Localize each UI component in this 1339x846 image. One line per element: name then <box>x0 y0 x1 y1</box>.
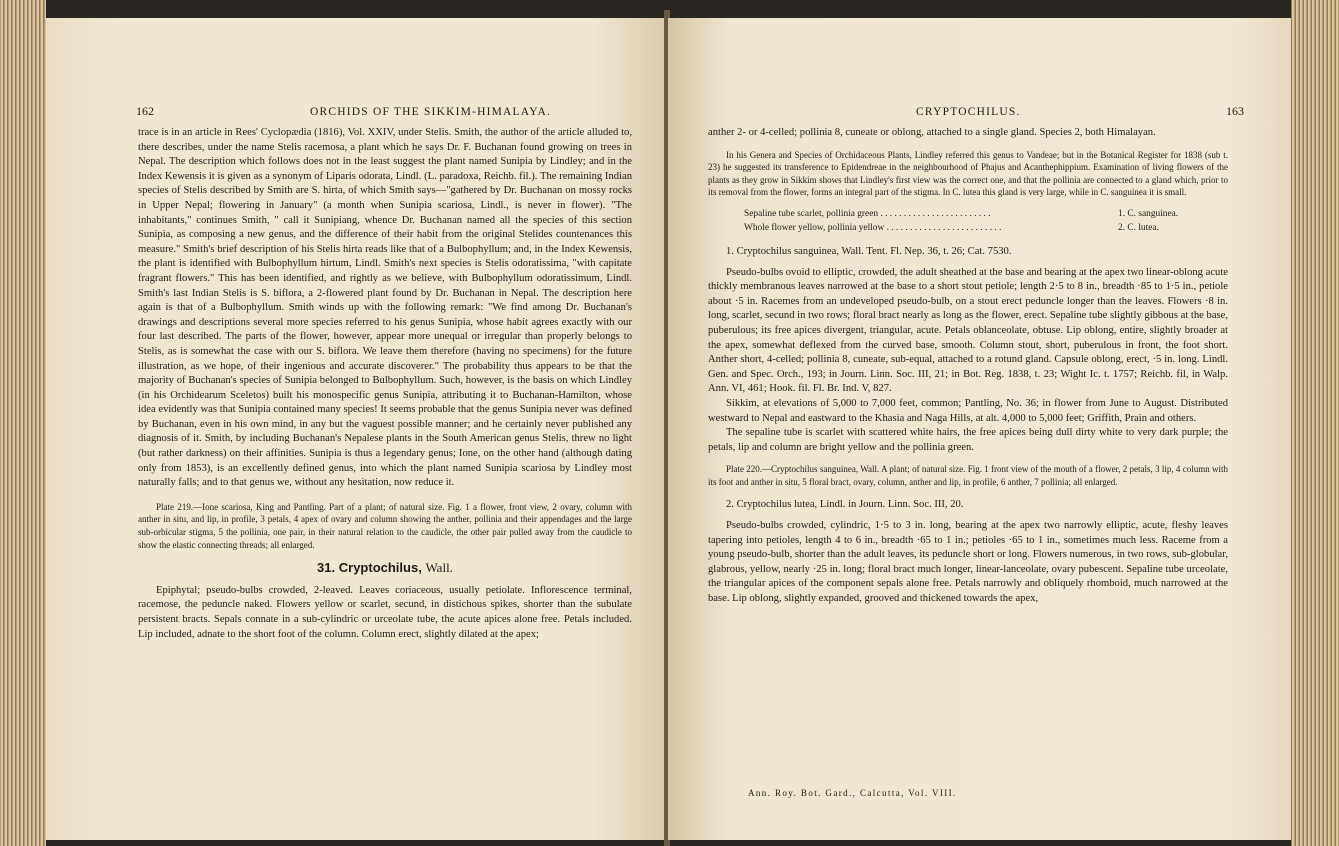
genus-note: In his Genera and Species of Orchidaceous Plants, Lindley referred this genus to Vandeae; but in the Botanical Register for 1838 (sub t. 23) he suggested its transference to Epidendreae in the neighbourhood of Phajus and Acanthephippium. Examination of living flowers of the plants as they grow in Sikkim shows that Lindley's first view was the correct one, and that the pollinia are connected to a gland which, prior to its removal from the flower, forms an integral part of the stigma. In C. lutea this gland is very large, while in C. sanguinea it is small. <box>708 149 1228 198</box>
right-page <box>668 18 1291 840</box>
key-row <box>744 207 1228 221</box>
genus-continuation: anther 2- or 4-celled; pollinia 8, cuneate or oblong, attached to a single gland. Species 2, both Himalayan. <box>708 127 1156 138</box>
species-key <box>744 207 1228 235</box>
page-footer: Ann. Roy. Bot. Gard., Calcutta, Vol. VIII. <box>748 788 957 798</box>
genus-author: Wall. <box>425 560 453 576</box>
right-page-edges <box>1291 0 1339 846</box>
key-description: Sepaline tube scarlet, pollinia green . . . . . . . . . . . . . . . . . . . . . . . . <box>744 208 991 219</box>
key-description: Whole flower yellow, pollinia yellow . . . . . . . . . . . . . . . . . . . . . . . . . <box>744 222 1002 233</box>
left-page-edges <box>0 0 46 846</box>
left-paragraph: trace is in an article in Rees' Cyclopædia (1816), Vol. XXIV, under Stelis. Smith, the author of the article alluded to, there describes, under the name Stelis racemosa, a plant which he says Dr. F. Buchanan found growing on trees in Nepal. The description which follows does not in the least suggest the plant named Sunipia by Lindley; and in the Index Kewensis it is given as a synonym of Liparis odorata, Lindl. (L. paradoxa, Reichb. fil.). The remaining Indian species of Stelis described by Smith are S. hirta, of which Smith says—"gathered by Dr. Buchanan on mossy rocks in Upper Nepal; flowering in January" (a month when Sunipia scariosa, Lindl., is never in flower). "The inhabitants," continues Smith, " call it Sunipiang, whence Dr. Buchanan named all the species of this section Sunipia, as composing a new genus, and the difference of their habit from the original Stelides countenances this measure." Smith's brief description of his Stelis hirta reads like that of a Bulbophyllum; and, in the Index Kewensis, the plant is identified with Bulbophyllum hirtum, Lindl. Smith's next species is Stelis odoratissima, "with capitate fragrant flowers." This has been identified, and rightly as we believe, with Bulbophyllum odoratissimum, Lindl. Smith's last Indian Stelis is S. biflora, a 2-flowered plant found by Dr. Buchanan in Nepal. The description here again is that of a Bulbophyllum. Smith winds up with the following remark: "We find among Dr. Buchanan's drawings and descriptions several more species referred to his genus Sunipia, whose habit agrees exactly with our four last described. The parts of the flower, however, appear more unequal or irregular than properly belongs to Stelis, as is somewhat the case with our S. biflora. We leave them therefore (having no specimens) for the future illustration, as we hope, of their ingenious and accurate discoverer." The probability thus appears to be that the majority of Buchanan's species of Sunipia belonged to Bulbophyllum. Such, however, is the basis on which Lindley (in his Orchidearum Sceletos) built his monospecific genus Sunipia, attributing it to Buchanan-Hamilton, whose idea evidently was that Sunipia contained many species! It seems probable that the genus Sunipia never was defined by Buchanan, even in his own mind, in any but the vaguest possible manner; and he certainly never published any diagnosis of it. Smith, by including Buchanan's Nepalese plants in the South American genus Stelis, threw no light (but rather darkness) on their affinities. Sunipia is thus a legendary genus; Ione, on the other hand (although dating only from 1853), is an excellently defined genus, into which the plant named Sunipia scariosa by Lindley most naturally falls; and to that genus we, without any hesitation, now reduce it. <box>138 127 632 489</box>
left-running-head: ORCHIDS OF THE SIKKIM-HIMALAYA. <box>310 106 552 118</box>
species-1-colour: The sepaline tube is scarlet with scattered white hairs, the free apices being dull dirty white to very dark purple; the petals, lip and column are bright yellow and the pollinia green. <box>708 427 1228 453</box>
key-row <box>744 221 1228 235</box>
genus-name: Cryptochilus, <box>338 560 422 576</box>
species-2-heading: 2. Cryptochilus lutea, Lindl. in Journ. Linn. Soc. III, 20. <box>726 499 964 511</box>
species-1-range: Sikkim, at elevations of 5,000 to 7,000 feet, common; Pantling, No. 36; in flower from June to August. Distributed westward to Nepal and eastward to the Khasia and Naga Hills, at alt. 4,000 to 5,000 feet; Griffith, Prain and others. <box>708 397 1228 424</box>
left-body <box>138 126 632 642</box>
right-body <box>708 126 1228 607</box>
genus-description: Epiphytal; pseudo-bulbs crowded, 2-leaved. Leaves coriaceous, usually petiolate. Inflorescence terminal, racemose, the peduncle naked. Flowers yellow or scarlet, secund, in distichous spikes, shorter than the subulate persistent bracts. Sepals connate in a sub-cylindric or urceolate tube, the acute apices alone free. Petals included. Lip included, adnate to the short foot of the column. Column erect, slightly dilated at the apex; <box>138 584 632 640</box>
key-result: 1. C. sanguinea. <box>1118 208 1179 219</box>
right-page-number: 163 <box>1226 104 1244 118</box>
plate-220-caption: Plate 220.—Cryptochilus sanguinea, Wall. A plant; of natural size. Fig. 1 front view of the mouth of a flower, 2 petals, 3 lip, 4 column with its foot and anther in situ, 5 floral bract, ovary, column, anther and lip, in profile, 6 anther, 7 pollinia; all enlarged. <box>708 464 1228 487</box>
species-2-description: Pseudo-bulbs crowded, cylindric, 1·5 to 3 in. long, bearing at the apex two narrowly elliptic, acute, fleshy leaves tapering into petioles, length 4 to 6 in., breadth ·65 to 1 in.; petioles ·65 to 1 in., sometimes much less. Raceme from a young pseudo-bulb, shorter than the adult leaves, its peduncle short or long. Flowers numerous, in two rows, sub-globular, glabrous, yellow, nearly ·25 in. long; floral bract much longer, linear-lanceolate, ovary pubescent. Sepaline tube urceolate, the triangular apices of the component sepals alone free. Petals narrowly and obliquely rhomboid, much narrowed at the base. Lip oblong, slightly expanded, grooved and thickened towards the apex, <box>708 520 1228 605</box>
plate-219-caption: Plate 219.—Ione scariosa, King and Pantling. Part of a plant; of natural size. Fig. 1 a flower, front view, 2 ovary, column with anther in situ, and lip, in profile, 3 petals, 4 apex of ovary and column showing the anther, pollinia and their appendages and the large sub-orbicular stigma, 5 the pollinia, one pair, in their natural relation to the caudicle, the other pair pulled away from the caudicle to show the elastic connecting threads; all enlarged. <box>138 501 632 550</box>
left-page <box>46 18 666 840</box>
key-result: 2. C. lutea. <box>1118 222 1159 233</box>
species-1-description: Pseudo-bulbs ovoid to elliptic, crowded, the adult sheathed at the base and bearing at the apex two linear-oblong acute thickly membranous leaves narrowed at the base to a short stout petiole; length 2·5 to 8 in., breadth ·85 to 1·5 in., petiole about ·5 in. Racemes from an undeveloped pseudo-bulb, on a stout erect peduncle longer than the leaves. Flowers ·8 in. long, scarlet, secund in two rows; floral bract nearly as long as the flower, erect. Sepaline tube slightly gibbous at the base, puberulous; its free apices divergent, triangular, acute. Petals oblanceolate, obtuse. Lip oblong, entire, slightly broader at the apex, somewhat deflexed from the curved base, smooth. Column stout, short, puberulous in front, the foot short. Anther short, 4-celled; pollinia 8, cuneate, sub-equal, attached to a rotund gland. Capsule oblong, erect, ·5 in. long. Lindl. Gen. and Spec. Orch., 193; in Journ. Linn. Soc. III, 21; in Bot. Reg. 1838, t. 23; Wight Ic. t. 1757; Reichb. fil, in Walp. Ann. VI, 461; Hook. fil. Fl. Br. Ind. V, 827. <box>708 266 1228 395</box>
left-page-number: 162 <box>136 104 154 118</box>
genus-heading <box>138 561 632 576</box>
genus-number: 31. <box>317 560 336 576</box>
right-running-head: CRYPTOCHILUS. <box>916 106 1021 118</box>
species-1-heading: 1. Cryptochilus sanguinea, Wall. Tent. Fl. Nep. 36, t. 26; Cat. 7530. <box>726 245 1012 257</box>
